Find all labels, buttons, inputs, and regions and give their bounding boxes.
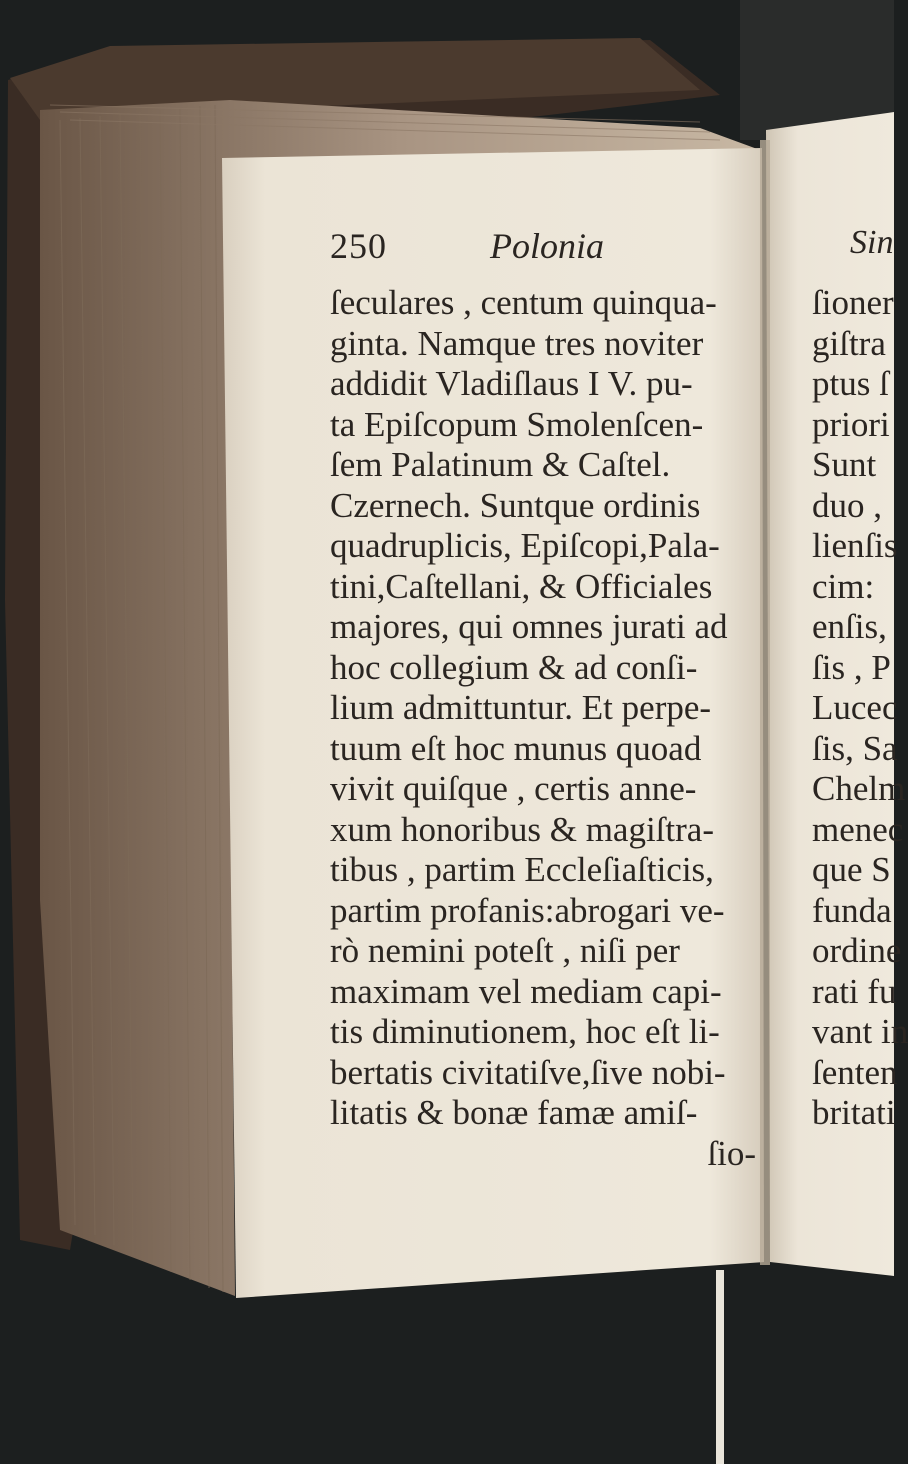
catchword: ſio- xyxy=(707,1133,756,1173)
text-line-13: vivit quiſque , certis anne- xyxy=(330,769,697,808)
right-text-line-4: priori xyxy=(812,404,890,444)
right-running-head: Sin xyxy=(850,224,894,261)
text-line-10: hoc collegium & ad conſi- xyxy=(330,647,698,687)
text-line-17: rò nemini poteſt , niſi per xyxy=(330,931,680,970)
text-line-3: addidit Vladiſlaus I V. pu- xyxy=(330,364,693,403)
left-page-text xyxy=(330,225,760,1174)
text-line-1: ſeculares , centum quinqua- xyxy=(330,283,717,322)
text-line-21: litatis & bonæ famæ amiſ- xyxy=(330,1093,698,1132)
text-line-5: ſem Palatinum & Caſtel. xyxy=(330,445,671,484)
right-text-line-20: ſenten xyxy=(812,1052,898,1092)
right-text-line-7: lienſis xyxy=(812,526,898,565)
gutter-shadow xyxy=(760,140,770,1265)
text-line-19: tis diminutionem, hoc eſt li- xyxy=(330,1012,720,1051)
text-line-6: Czernech. Suntque ordinis xyxy=(330,485,701,525)
right-text-line-18: rati fu xyxy=(812,971,897,1011)
right-text-line-16: funda xyxy=(812,890,892,930)
text-line-2: ginta. Namque tres noviter xyxy=(330,323,704,363)
right-text-line-17: ordine xyxy=(812,931,902,970)
right-text-line-3: ptus ſ xyxy=(812,364,889,403)
right-text-line-6: duo , xyxy=(812,485,882,525)
right-text-line-19: vant in xyxy=(812,1012,908,1051)
bookmark-ribbon xyxy=(716,1270,724,1464)
right-text-line-21: britati xyxy=(812,1093,896,1132)
text-line-18: maximam vel mediam capi- xyxy=(330,971,722,1011)
right-text-line-8: cim: xyxy=(812,566,875,606)
text-line-7: quadruplicis, Epiſcopi,Pala- xyxy=(330,526,720,565)
text-line-14: xum honoribus & magiſtra- xyxy=(330,809,714,849)
text-line-11: lium admittuntur. Et perpe- xyxy=(330,688,712,727)
right-text-line-2: giſtra xyxy=(812,323,886,363)
text-line-12: tuum eſt hoc munus quoad xyxy=(330,728,702,768)
page-number: 250 xyxy=(330,226,387,266)
text-line-8: tini,Caſtellani, & Officiales xyxy=(330,566,713,606)
right-text-line-15: que S xyxy=(812,850,891,889)
page-header xyxy=(330,225,760,283)
right-page-text xyxy=(812,224,908,1134)
right-text-line-10: ſis , P xyxy=(812,647,891,687)
text-line-9: majores, qui omnes jurati ad xyxy=(330,607,728,646)
right-text-line-5: Sunt xyxy=(812,445,877,484)
text-line-16: partim profanis:abrogari ve- xyxy=(330,890,725,930)
right-text-line-12: ſis, Sa xyxy=(812,728,898,768)
right-text-line-13: Chelm xyxy=(812,769,906,808)
text-line-15: tibus , partim Eccleſiaſticis, xyxy=(330,850,714,889)
right-text-line-11: Lucec xyxy=(812,688,898,727)
text-line-20: bertatis civitatiſve,ſive nobi- xyxy=(330,1052,726,1092)
text-line-4: ta Epiſcopum Smolenſcen- xyxy=(330,404,704,444)
right-text-line-1: ſioner xyxy=(812,283,894,322)
running-head: Polonia xyxy=(490,226,604,266)
right-text-line-9: enſis, xyxy=(812,607,887,646)
right-text-line-14: menec xyxy=(812,809,904,849)
